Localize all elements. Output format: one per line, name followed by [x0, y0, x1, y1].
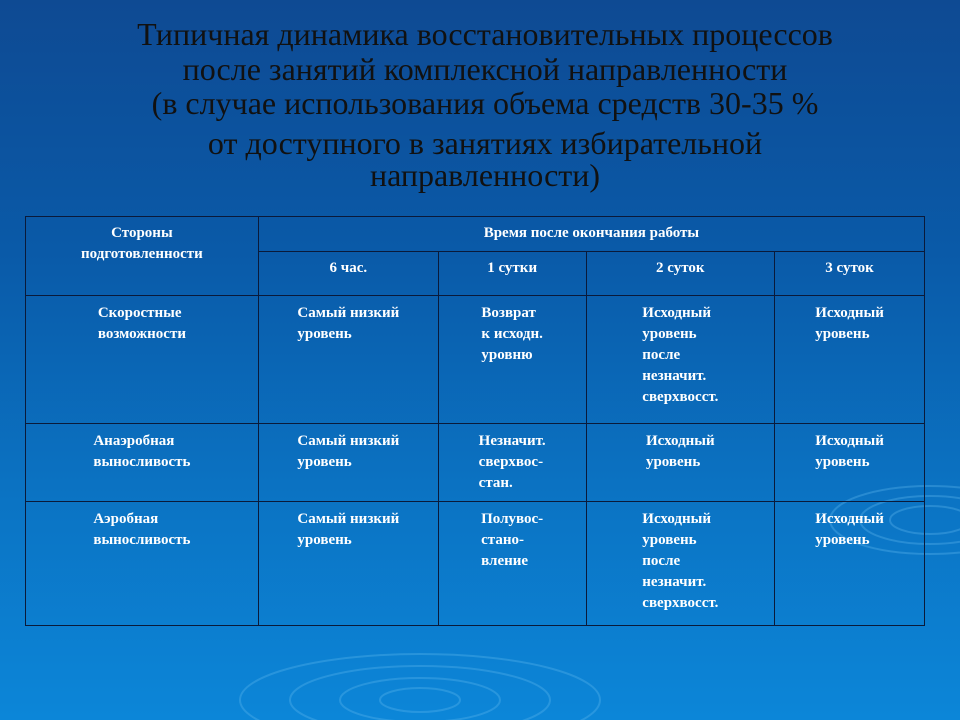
cell-value: Возврат к исходн. уровню [481, 305, 543, 363]
table-header-row [26, 217, 925, 252]
table-cell [438, 296, 586, 424]
corner-header-text: Стороны подготовленности [81, 225, 203, 262]
table-row [26, 502, 925, 626]
table-row [26, 424, 925, 502]
cell-value: Самый низкий уровень [297, 305, 400, 342]
table-cell [258, 296, 438, 424]
table-cell [438, 502, 586, 626]
cell-value: Исходный уровень [815, 511, 884, 548]
title-line-5: направленности) [369, 157, 601, 193]
table-cell [775, 502, 925, 626]
table-cell [258, 424, 438, 502]
cell-value: Незначит. сверхвос- стан. [478, 433, 546, 491]
corner-header-cell [26, 217, 259, 296]
time-col-1d: 1 сутки [438, 252, 586, 296]
row-label-cell [26, 502, 259, 626]
cell-value: Самый низкий уровень [297, 433, 400, 470]
row-label-cell [26, 424, 259, 502]
table-cell [258, 502, 438, 626]
time-col-2d: 2 суток [586, 252, 775, 296]
table-cell [586, 502, 775, 626]
cell-value: Исходный уровень [645, 433, 715, 470]
title-line-3: (в случае использования объема средств 30-35 % [151, 85, 819, 121]
title-line-4: от доступного в занятиях избирательной [207, 125, 763, 161]
table-cell [775, 296, 925, 424]
recovery-table [25, 216, 925, 626]
cell-value: Самый низкий уровень [297, 511, 400, 548]
row-label: Аэробная выносливость [93, 511, 191, 548]
row-label: Анаэробная выносливость [93, 433, 191, 470]
table-row [26, 296, 925, 424]
title-line-2: после занятий комплексной направленности [182, 51, 788, 87]
cell-value: Исходный уровень после незначит. сверхвосст. [642, 511, 719, 611]
row-label: Скоростные возможности [97, 305, 186, 342]
table-cell [438, 424, 586, 502]
table-cell [775, 424, 925, 502]
cell-value: Исходный уровень после незначит. сверхвосст. [642, 305, 719, 405]
row-label-cell [26, 296, 259, 424]
cell-value: Исходный уровень [815, 433, 884, 470]
slide-title [60, 18, 910, 191]
title-line-1: Типичная динамика восстановительных процессов [137, 16, 833, 52]
cell-value: Исходный уровень [815, 305, 884, 342]
time-header-cell: Время после окончания работы [258, 217, 924, 252]
time-col-3d: 3 суток [775, 252, 925, 296]
table-cell [586, 296, 775, 424]
time-col-6h: 6 час. [258, 252, 438, 296]
table-cell [586, 424, 775, 502]
cell-value: Полувос- стано- вление [481, 511, 544, 569]
